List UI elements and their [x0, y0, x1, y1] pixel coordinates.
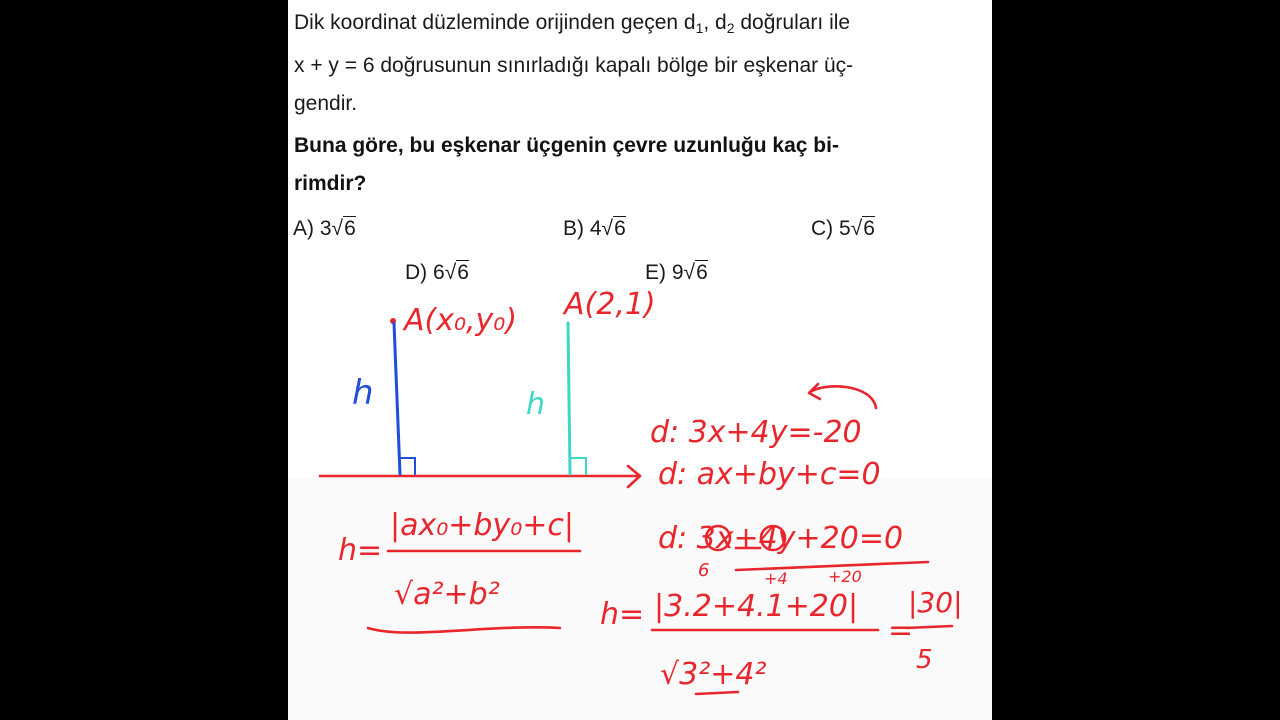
result-denominator: 5 [916, 645, 933, 675]
option-coefficient: 5 [839, 217, 851, 240]
option-radicand: 6 [696, 261, 708, 284]
rewritten-line-equation: d: 3x+4y+20=0 [658, 521, 904, 556]
option-letter: D) [405, 261, 428, 284]
subscript-1: 1 [695, 20, 704, 36]
swap-arrow-head-icon [809, 384, 820, 399]
handwriting-layer [288, 0, 992, 720]
subscript-2: 2 [726, 20, 735, 36]
blue-h-label: h [352, 373, 374, 413]
calculation-lhs: h= [600, 597, 645, 632]
question-line-1-part-a: Dik koordinat düzleminde orijinden geçen d [294, 11, 696, 34]
formula-numerator: |ax₀+by₀+c| [390, 508, 574, 543]
calculation-numerator: |3.2+4.1+20| [654, 589, 859, 624]
question-line-2: x + y = 6 doğrusunun sınırladığı kapalı bölge bir eşkenar üç- [294, 54, 854, 77]
formula-lhs: h= [338, 533, 383, 568]
calculation-underline [696, 692, 738, 694]
option-radicand: 6 [614, 217, 626, 240]
point-a-specific-label: A(2,1) [564, 287, 656, 322]
option-d[interactable]: D) 6√6 [405, 261, 469, 284]
option-c[interactable]: C) 5√6 [811, 217, 875, 240]
question-line-1-part-c: doğruları ile [734, 11, 851, 34]
blue-height-line [394, 323, 400, 474]
option-b[interactable]: B) 4√6 [563, 217, 626, 240]
option-letter: E) [645, 261, 666, 284]
value-annotation-x0: 6 [698, 560, 710, 581]
option-a[interactable]: A) 3√6 [293, 217, 356, 240]
option-e[interactable]: E) 9√6 [645, 261, 708, 284]
option-coefficient: 4 [589, 217, 602, 240]
option-letter: A) [293, 217, 314, 240]
given-line-equation: d: 3x+4y=-20 [650, 415, 862, 450]
calculation-equals: = [888, 613, 914, 648]
question-line-3: gendir. [294, 92, 358, 115]
teal-h-label: h [526, 387, 546, 422]
prompt-line-2: rimdir? [294, 172, 367, 195]
option-coefficient: 9 [671, 261, 684, 284]
question-line-1-part-b: , d [703, 11, 727, 34]
option-coefficient: 3 [319, 217, 332, 240]
swap-arrow-curve [810, 386, 876, 408]
formula-underline [368, 627, 560, 632]
point-a-general-label: A(x₀,y₀) [404, 303, 518, 338]
result-numerator: |30| [908, 586, 963, 619]
prompt-line-1: Buna göre, bu eşkenar üçgenin çevre uzunluğu kaç bi- [294, 134, 839, 157]
value-annotation-c: +20 [828, 567, 862, 586]
option-coefficient: 6 [433, 261, 445, 284]
teal-right-angle-icon [570, 458, 586, 474]
option-radicand: 6 [457, 261, 469, 284]
blue-right-angle-icon [400, 458, 415, 474]
option-letter: B) [563, 217, 584, 240]
value-annotation-y0: +4 [764, 569, 788, 588]
calculation-denominator: √3²+4² [660, 657, 767, 692]
teal-height-line [568, 323, 570, 474]
question-page [288, 0, 992, 720]
option-letter: C) [811, 217, 834, 240]
option-radicand: 6 [344, 217, 356, 240]
general-line-equation: d: ax+by+c=0 [658, 457, 881, 492]
formula-denominator: √a²+b² [394, 577, 500, 612]
option-radicand: 6 [863, 217, 875, 240]
